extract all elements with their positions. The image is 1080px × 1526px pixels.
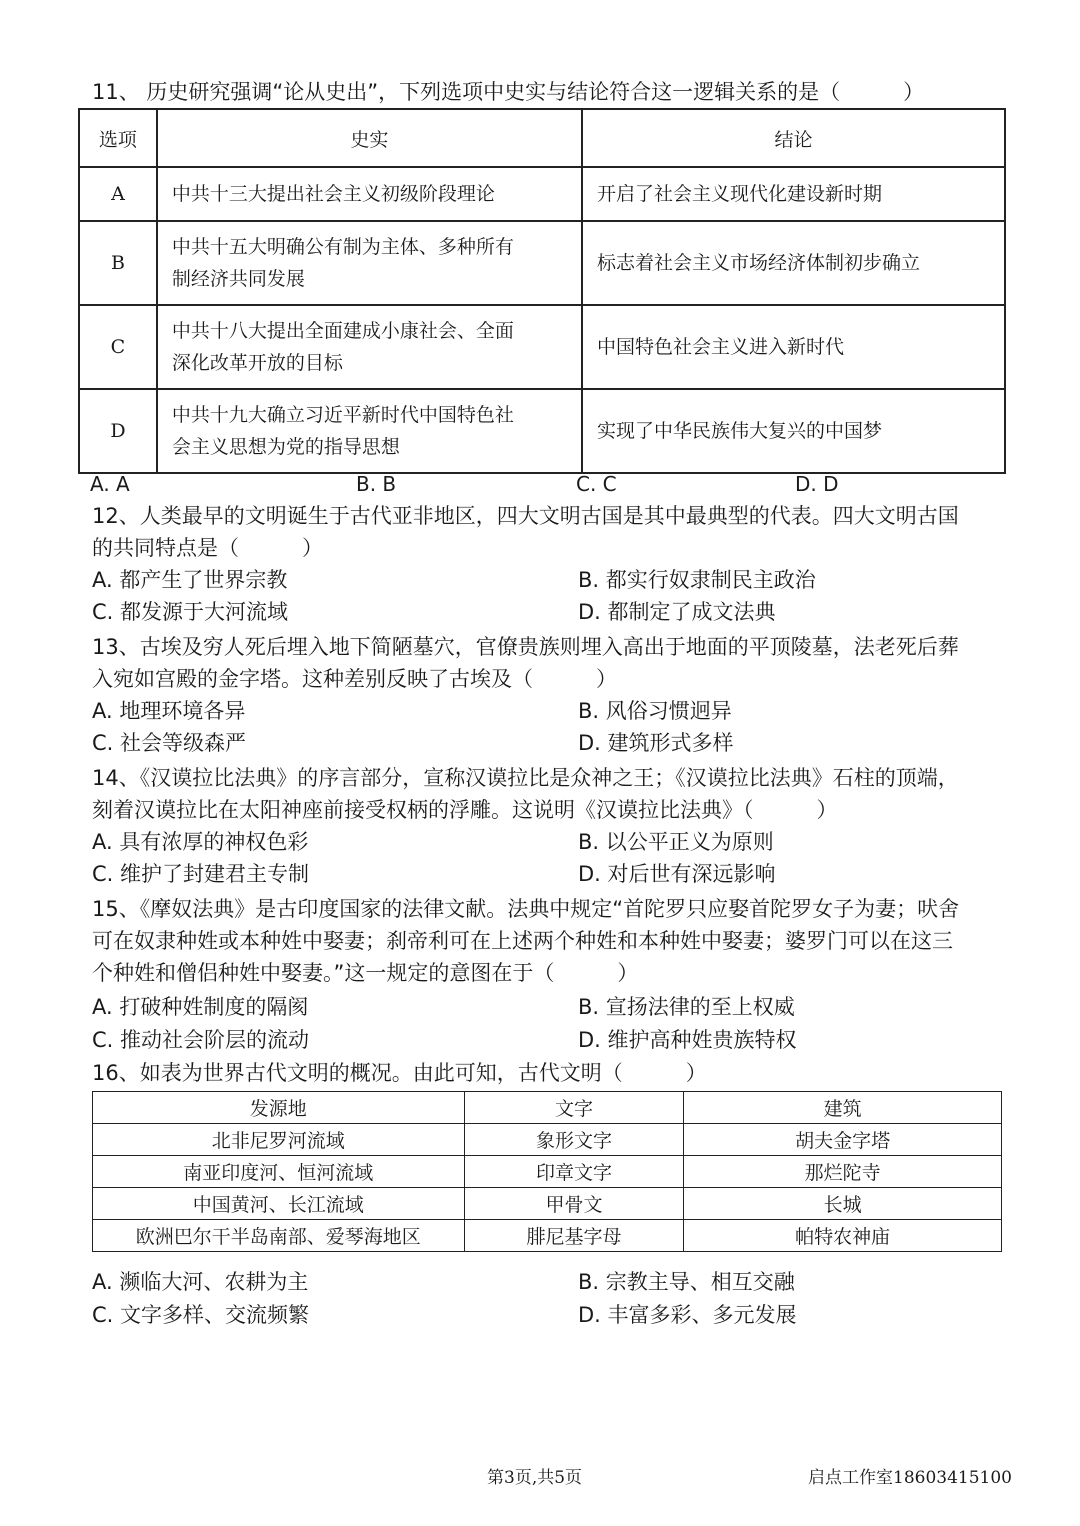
row-label: D [79, 389, 157, 473]
option-b: B. 以公平正义为原则 [578, 830, 774, 854]
option-b: B. B [356, 472, 397, 496]
stem-line: 12、人类最早的文明诞生于古代亚非地区，四大文明古国是其中最典型的代表。四大文明古国 [92, 504, 959, 528]
option-a: A. A [90, 472, 130, 496]
stem-line: 13、古埃及穷人死后埋入地下简陋墓穴，官僚贵族则埋入高出于地面的平顶陵墓，法老死后葬 [92, 635, 959, 659]
table-row [79, 221, 1005, 305]
stem-line: 的共同特点是（ ） [92, 536, 323, 560]
row-label: B [79, 221, 157, 305]
row-conclusion: 开启了社会主义现代化建设新时期 [582, 167, 1005, 221]
page-number: 第3页,共5页 [487, 1468, 583, 1488]
option-c: C. 都发源于大河流域 [92, 600, 289, 624]
option-d: D. 丰富多彩、多元发展 [578, 1303, 797, 1327]
option-a: A. 具有浓厚的神权色彩 [92, 830, 309, 854]
stem-line: 可在奴隶种姓或本种姓中娶妻；刹帝利可在上述两个种姓和本种姓中娶妻；婆罗门可以在这三 [92, 929, 953, 953]
row-fact [157, 221, 582, 305]
table-header-row [93, 1092, 1002, 1124]
row-fact-line: 深化改革开放的目标 [171, 352, 343, 374]
row-fact [157, 389, 582, 473]
table-header-cell: 史实 [157, 109, 582, 167]
table-cell: 长城 [684, 1188, 1002, 1220]
table-cell: 欧洲巴尔干半岛南部、爱琴海地区 [93, 1220, 465, 1252]
question-11-table [78, 108, 1006, 474]
option-d: D. 建筑形式多样 [578, 731, 734, 755]
row-label: C [79, 305, 157, 389]
option-b: B. 宗教主导、相互交融 [578, 1270, 795, 1294]
table-cell: 北非尼罗河流域 [93, 1124, 465, 1156]
option-c: C. 文字多样、交流频繁 [92, 1303, 310, 1327]
table-cell: 甲骨文 [464, 1188, 684, 1220]
option-b: B. 都实行奴隶制民主政治 [578, 568, 816, 592]
option-d: D. 维护高种姓贵族特权 [578, 1028, 797, 1052]
row-conclusion: 实现了中华民族伟大复兴的中国梦 [582, 389, 1005, 473]
table-header-cell: 选项 [79, 109, 157, 167]
table-cell: 象形文字 [464, 1124, 684, 1156]
table-header-row [79, 109, 1005, 167]
option-c: C. C [576, 472, 617, 496]
row-fact-line: 会主义思想为党的指导思想 [171, 436, 400, 458]
table-row [93, 1124, 1002, 1156]
row-fact-line: 中共十九大确立习近平新时代中国特色社 [171, 404, 514, 426]
table-row [93, 1220, 1002, 1252]
stem-line: 14、《汉谟拉比法典》的序言部分，宣称汉谟拉比是众神之王；《汉谟拉比法典》石柱的顶端， [92, 766, 959, 790]
table-row [93, 1188, 1002, 1220]
option-d: D. 都制定了成文法典 [578, 600, 776, 624]
question-16-table [92, 1091, 1002, 1252]
row-fact-line: 制经济共同发展 [171, 268, 305, 290]
row-fact-line: 中共十五大明确公有制为主体、多种所有 [171, 236, 514, 258]
table-cell: 中国黄河、长江流域 [93, 1188, 465, 1220]
question-16-stem: 16、如表为世界古代文明的概况。由此可知，古代文明（ ） [92, 1061, 707, 1085]
table-header-cell: 建筑 [684, 1092, 1002, 1124]
table-row [79, 389, 1005, 473]
question-13-stem [92, 631, 1002, 695]
row-label: A [79, 167, 157, 221]
studio-contact: 启点工作室18603415100 [808, 1468, 1012, 1488]
question-15-stem [92, 893, 1002, 989]
table-header-cell: 结论 [582, 109, 1005, 167]
stem-line: 个种姓和僧侣种姓中娶妻。”这一规定的意图在于（ ） [92, 961, 639, 985]
table-cell: 南亚印度河、恒河流域 [93, 1156, 465, 1188]
table-row [93, 1156, 1002, 1188]
stem-line: 入宛如宫殿的金字塔。这种差别反映了古埃及（ ） [92, 667, 617, 691]
question-12-stem [92, 500, 1002, 564]
row-conclusion: 中国特色社会主义进入新时代 [582, 305, 1005, 389]
table-cell: 腓尼基字母 [464, 1220, 684, 1252]
stem-line: 刻着汉谟拉比在太阳神座前接受权柄的浮雕。这说明《汉谟拉比法典》（ ） [92, 798, 838, 822]
row-fact [157, 305, 582, 389]
question-11-stem: 11、 历史研究强调“论从史出”，下列选项中史实与结论符合这一逻辑关系的是（ ） [92, 80, 925, 104]
row-fact: 中共十三大提出社会主义初级阶段理论 [157, 167, 582, 221]
option-c: C. 维护了封建君主专制 [92, 862, 310, 886]
table-row [79, 305, 1005, 389]
option-a: A. 都产生了世界宗教 [92, 568, 288, 592]
option-c: C. 社会等级森严 [92, 731, 247, 755]
option-c: C. 推动社会阶层的流动 [92, 1028, 310, 1052]
option-d: D. 对后世有深远影响 [578, 862, 776, 886]
option-b: B. 风俗习惯迥异 [578, 699, 732, 723]
option-b: B. 宣扬法律的至上权威 [578, 995, 795, 1019]
stem-line: 15、《摩奴法典》是古印度国家的法律文献。法典中规定“首陀罗只应娶首陀罗女子为妻；吠舍 [92, 897, 960, 921]
option-a: A. 濒临大河、农耕为主 [92, 1270, 309, 1294]
table-row [79, 167, 1005, 221]
question-14-stem [92, 762, 1002, 826]
table-cell: 胡夫金字塔 [684, 1124, 1002, 1156]
table-header-cell: 文字 [464, 1092, 684, 1124]
table-cell: 帕特农神庙 [684, 1220, 1002, 1252]
table-cell: 那烂陀寺 [684, 1156, 1002, 1188]
option-d: D. D [795, 472, 839, 496]
option-a: A. 打破种姓制度的隔阂 [92, 995, 309, 1019]
row-fact-line: 中共十八大提出全面建成小康社会、全面 [171, 320, 514, 342]
table-cell: 印章文字 [464, 1156, 684, 1188]
row-conclusion: 标志着社会主义市场经济体制初步确立 [582, 221, 1005, 305]
option-a: A. 地理环境各异 [92, 699, 246, 723]
table-header-cell: 发源地 [93, 1092, 465, 1124]
